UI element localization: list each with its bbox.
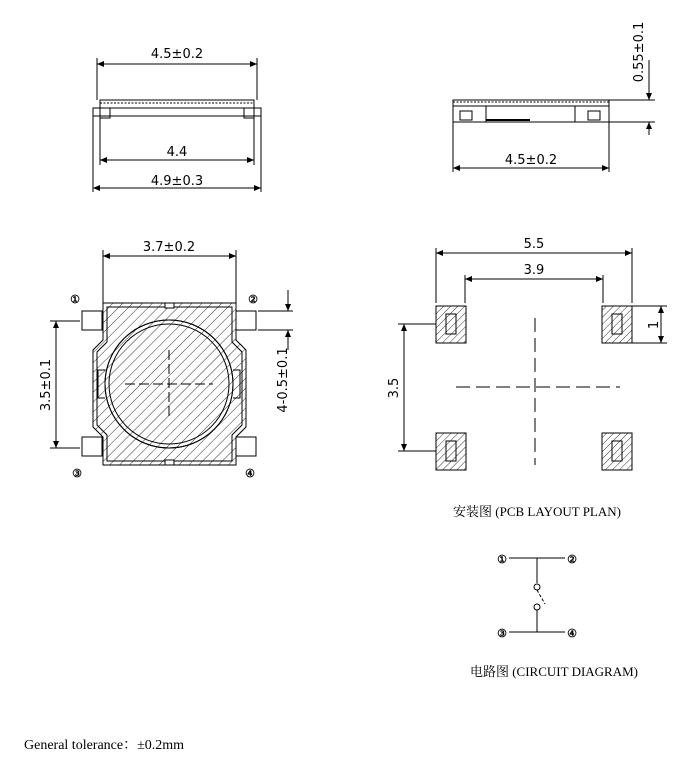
circuit-diagram: [509, 558, 565, 632]
pcb-pad-4: [602, 433, 632, 470]
general-tolerance: General tolerance：±0.2mm: [24, 738, 185, 753]
pcb-layout-caption: 安装图 (PCB LAYOUT PLAN): [453, 504, 621, 519]
top-view-pin-3: ③: [72, 468, 82, 480]
top-view-right-dim: 4-0.5±0.1: [276, 347, 291, 413]
top-view-pin-2: ②: [248, 294, 258, 306]
side-left-outer-dim: 4.9±0.3: [150, 174, 204, 189]
top-view-top-dim: 3.7±0.2: [142, 240, 196, 255]
pcb-layout: [398, 248, 667, 470]
circuit-pin-4: ④: [567, 628, 577, 640]
pcb-pad-dim: 1: [647, 320, 662, 330]
top-view-left-dim: 3.5±0.1: [39, 358, 54, 412]
circuit-caption: 电路图 (CIRCUIT DIAGRAM): [469, 664, 639, 679]
circuit-pin-3: ③: [497, 628, 507, 640]
pcb-pad-3: [436, 433, 466, 470]
top-view-pin-1: ①: [70, 294, 80, 306]
pcb-pad-2: [602, 306, 632, 343]
top-view: [50, 250, 293, 465]
pcb-outer-dim: 5.5: [523, 237, 545, 252]
pcb-inner-dim: 3.9: [523, 263, 545, 278]
side-left-top-dim: 4.5±0.2: [150, 47, 204, 62]
top-view-pin-4: ④: [245, 468, 255, 480]
side-right-height-dim: 0.55±0.1: [632, 21, 647, 83]
circuit-pin-2: ②: [567, 554, 577, 566]
side-right-width-dim: 4.5±0.2: [504, 153, 558, 168]
circuit-pin-1: ①: [497, 554, 507, 566]
pcb-pad-1: [436, 306, 466, 343]
pcb-height-dim: 3.5: [387, 377, 402, 399]
side-left-inner-dim: 4.4: [166, 145, 188, 160]
side-view-left: [93, 58, 261, 192]
